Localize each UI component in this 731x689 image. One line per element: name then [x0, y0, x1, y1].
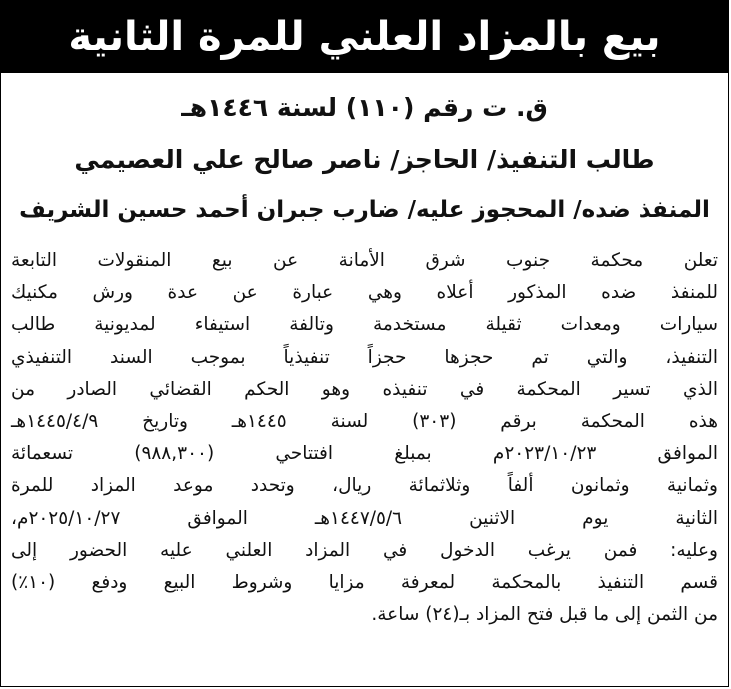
body-line: سيارات ومعدات ثقيلة مستخدمة وتالفة استيفاء لمديونية طالب [11, 314, 718, 336]
body-line: من الثمن إلى ما قبل فتح المزاد بـ(٢٤) ساعة. [371, 604, 718, 626]
body-line: الذي تسير المحكمة في تنفيذه وهو الحكم القضائي الصادر من [11, 378, 718, 400]
body-line: تعلن محكمة جنوب شرق الأمانة عن بيع المنقولات التابعة [11, 250, 718, 271]
body-line: وثمانية وثمانون ألفاً وثلاثمائة ريال، وتحدد موعد المزاد للمرة [11, 475, 718, 497]
body-line: الثانية يوم الاثنين ١٤٤٧/٥/٦هـ الموافق ٢٠٢٥/١٠/٢٧م، [11, 507, 718, 529]
body-line: الموافق ٢٠٢٣/١٠/٢٣م بمبلغ افتتاحي (٩٨٨,٣٠٠) تسعمائة [11, 443, 719, 465]
body-line: هذه المحكمة برقم (٣٠٣) لسنة ١٤٤٥هـ وتاريخ ١٤٤٥/٤/٩هـ [11, 410, 718, 432]
body-line: قسم التنفيذ بالمحكمة لمعرفة مزايا وشروط البيع ودفع (١٠٪) [11, 571, 718, 593]
body-line: وعليه: فمن يرغب الدخول في المزاد العلني عليه الحضور إلى [11, 539, 718, 561]
body-line: للمنفذ ضده المذكور أعلاه وهي عبارة عن عدة ورش مكنيك [11, 282, 718, 304]
applicant-heading: طالب التنفيذ/ الحاجز/ ناصر صالح علي العصيمي [74, 145, 655, 174]
case-number-heading: ق. ت رقم (١١٠) لسنة ١٤٤٦هـ [181, 93, 548, 122]
debtor-heading: المنفذ ضده/ المحجوز عليه/ ضارب جبران أحمد حسين الشريف [19, 197, 710, 223]
notice-body [11, 245, 718, 631]
notice-title: بيع بالمزاد العلني للمرة الثانية [1, 1, 728, 73]
body-line: التنفيذ، والتي تم حجزها حجزاً تنفيذياً بموجب السند التنفيذي [11, 346, 718, 368]
